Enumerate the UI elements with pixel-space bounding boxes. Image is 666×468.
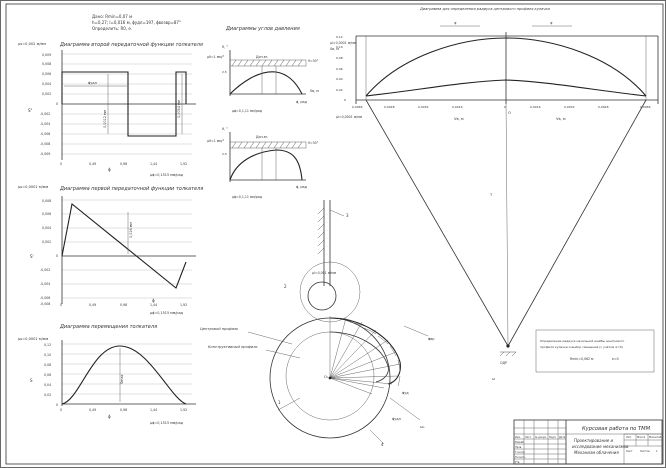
radius-xtick: 0,0048: [598, 105, 609, 109]
param-line-3: Определить: R0, e.: [92, 26, 133, 31]
second-ytick: -0,002: [40, 112, 51, 116]
radius-xtick: 0,0066: [640, 105, 651, 109]
displacement-ytick: 0,06: [44, 373, 52, 377]
radius-ytick: 0,12: [336, 35, 343, 39]
second-ytick: -0,006: [40, 132, 51, 136]
displacement-ytick: 0,12: [44, 343, 52, 347]
second-xtick: 1,44: [150, 162, 158, 166]
param-line-1: Дано: Rmin=0,07 м: [92, 14, 133, 19]
second-chart-dim2: 0,0012 мм: [103, 109, 107, 128]
first-ytick: -0,006: [40, 296, 51, 300]
pressure2-yscale: μϑ=1 мм/°: [207, 139, 225, 143]
first-xtick: 0,98: [120, 303, 128, 307]
pressure1-yscale: μϑ=1 мм/°: [207, 55, 225, 59]
radius-xtick: 0,0016: [530, 105, 541, 109]
radius-ytick: 0,10: [336, 45, 343, 49]
second-ytick: -0,008: [40, 142, 51, 146]
displacement-xtick: 0,49: [89, 408, 97, 412]
radius-xtick: 0,0066: [352, 105, 363, 109]
second-chart-xscale: μϕ=0,1515 мм/рад: [150, 173, 184, 177]
cam-o-label: O₁: [324, 375, 329, 379]
radius-left-top: ψ: [454, 21, 457, 25]
radius-ylabel: Sв, м: [330, 47, 339, 51]
displacement-xtick: 0,98: [120, 408, 128, 412]
sheet-frame: [1, 1, 666, 468]
cam-center-dot: [329, 377, 332, 380]
displacement-ytick: 0: [56, 403, 59, 407]
radius-yscale: μl=0,0001 м/мм: [330, 41, 357, 45]
first-chart-ylabel: S': [30, 254, 34, 259]
first-xtick: 1,44: [150, 303, 158, 307]
second-chart-title: Диаграмма второй передаточной функции толкателя: [60, 42, 203, 48]
title-block-sub1: Проектирование и: [574, 438, 614, 443]
second-xtick: 0: [60, 162, 63, 166]
second-ytick: 0,009: [42, 53, 52, 57]
pressure1-ylabel: ϑ, °: [222, 45, 228, 49]
second-chart-dim1: ϕудл: [88, 81, 97, 85]
cam-practical-label: Конструктивный профиль: [208, 345, 258, 349]
first-ytick: 0,006: [42, 212, 52, 216]
second-ytick: 0: [56, 102, 59, 106]
radius-xtick: 0,0016: [452, 105, 463, 109]
second-chart-yscale: μs=0,002 м/мм: [18, 42, 46, 46]
cam-scale: μl=0,001 м/мм: [312, 271, 337, 275]
radius-xlabel-right: Vв, м: [556, 117, 566, 121]
cam-angle-text: ϕуд: [402, 391, 409, 395]
pressure1-xscale: μϕ=0,1,11 мм/рад: [232, 109, 263, 113]
radius-xtick: 0,0032: [564, 105, 575, 109]
second-chart-dim3: 0,0054 мм: [177, 99, 181, 118]
title-block-scale: Масштаб: [649, 436, 662, 439]
radius-note-2: профиля кулачка и выбор смещения (с учётом α=0): [540, 345, 623, 349]
title-block-person: Т.контр.: [515, 451, 526, 454]
radius-note-4: e=0: [612, 357, 619, 361]
cam-omega: ω₁: [420, 424, 425, 429]
displacement-chart-title: Диаграмма перемещения толкателя: [60, 324, 158, 330]
title-block-person: Утв.: [515, 461, 521, 464]
second-ytick: 0,008: [42, 62, 52, 66]
radius-ytick: 0,08: [336, 56, 343, 60]
radius-ytick: 0,06: [336, 67, 343, 71]
radius-xtick: 0,0048: [384, 105, 395, 109]
displacement-chart-ylabel: S: [30, 378, 33, 383]
radius-xtick: 0,0032: [418, 105, 429, 109]
radius-title: Диаграмма для определения радиуса центрового профиля кулачка: [420, 7, 550, 11]
radius-point-label: OДР: [500, 361, 507, 365]
pressure2-xlabel: ϕ, рад: [296, 185, 307, 189]
cam-num-4: 4: [381, 442, 384, 447]
cam-num-3: 3: [346, 213, 349, 218]
displacement-xtick: 1,44: [150, 408, 158, 412]
title-block-row: Лист: [525, 436, 532, 439]
pressure1-right-label: Sв, м: [310, 89, 319, 93]
displacement-xtick: 0: [60, 408, 63, 412]
second-ytick: 0,006: [42, 72, 52, 76]
displacement-chart-curve-label: Smax: [120, 374, 124, 384]
radius-ytick: 0: [344, 98, 346, 102]
radius-ytick: 0,02: [336, 88, 343, 92]
second-xtick: 1,92: [180, 162, 188, 166]
first-chart-xlabel: ϕ: [152, 298, 155, 303]
radius-xlabel-left: Vв, м: [454, 117, 464, 121]
first-ytick: 0,008: [42, 199, 52, 203]
cam-p-label: ϕудл: [392, 417, 401, 421]
first-chart-dim1: 0,016 мм: [129, 222, 133, 238]
title-block-row: Изм.: [515, 436, 521, 439]
pressure-title: Диаграммы углов давления: [226, 26, 300, 32]
pressure2-xscale: μϕ=0,1,11 мм/рад: [232, 195, 263, 199]
radius-xtick: 0: [504, 105, 506, 109]
title-block-row: Подп.: [549, 436, 557, 439]
first-ytick: 0: [56, 254, 59, 258]
radius-left-scale: μl=0,0001 м/мм: [336, 115, 363, 119]
first-ytick: 0,002: [42, 240, 52, 244]
cam-num-2: 2: [284, 284, 287, 289]
displacement-ytick: 0,04: [44, 383, 52, 387]
displacement-ytick: 0,02: [44, 393, 52, 397]
first-chart-title: Диаграмма первой передаточной функции толкателя: [60, 186, 204, 192]
second-chart-ylabel: S": [28, 108, 33, 113]
second-ytick: -0,004: [40, 122, 51, 126]
cam-num-1: 1: [278, 400, 281, 405]
title-block-sheet-num: 1: [656, 450, 658, 453]
pressure2-band-label: Доп.зн.: [256, 135, 269, 139]
cam-omega-label: ϕвр: [428, 337, 435, 341]
radius-line-label: Т: [490, 193, 493, 197]
first-ytick: -0,004: [40, 282, 51, 286]
radius-right-top: ψ: [550, 21, 553, 25]
second-xtick: 0,49: [89, 162, 97, 166]
title-block-sub3: Механизм облачения: [574, 450, 619, 455]
radius-o-label: O: [508, 111, 511, 115]
second-ytick: -0,009: [40, 152, 51, 156]
displacement-xtick: 1,92: [180, 408, 188, 412]
first-chart-xscale: μϕ=0,1515 мм/рад: [150, 311, 184, 315]
title-block-person: Пров.: [515, 446, 522, 449]
pressure2-tick: 2,5: [222, 152, 227, 156]
second-ytick: 0,002: [42, 92, 52, 96]
first-chart-yscale: μs=0,0001 м/мм: [18, 185, 49, 189]
first-ytick: 0,004: [42, 226, 52, 230]
title-block-row: Дата: [559, 436, 566, 439]
title-block-title: Курсовая работа по ТММ: [582, 426, 651, 432]
second-xtick: 0,98: [120, 162, 128, 166]
title-block-row: № докум.: [535, 436, 547, 439]
displacement-chart-xlabel: ϕ: [108, 414, 111, 419]
pressure2-limit: ϑ=30°: [308, 141, 319, 145]
pressure1-xlabel: ϕ, рад: [296, 100, 307, 104]
title-block-sheet: Лист: [626, 450, 633, 453]
title-block-person: Разраб.: [515, 441, 525, 444]
title-block-person: Н.контр.: [515, 456, 526, 459]
cam-center-label: Центровой профиль: [200, 327, 239, 331]
second-chart-xlabel: ϕ: [108, 167, 111, 172]
param-line-2: h=0,27; l=0,016 м, ϕудл=197, ϕвозвр=87°: [92, 20, 181, 25]
radius-note-3: Rmin=0,062 м: [570, 357, 594, 361]
title-block-mass: Масса: [637, 436, 646, 439]
displacement-ytick: 0,08: [44, 363, 52, 367]
radius-omega: ω: [492, 377, 496, 381]
first-xtick: 1,92: [180, 303, 188, 307]
displacement-chart-xscale: μϕ=0,1515 мм/рад: [150, 421, 184, 425]
first-ytick: -0,002: [40, 268, 51, 272]
radius-note-1: Определение радиуса начальной шайбы центрового: [540, 339, 625, 343]
title-block-sub2: исследование механизмов: [572, 444, 629, 449]
second-ytick: 0,004: [42, 82, 52, 86]
radius-odr-point: [506, 344, 509, 347]
first-ytick: -0,008: [40, 302, 51, 306]
title-block-lit: Лит.: [626, 436, 632, 439]
first-xtick: 0: [60, 303, 63, 307]
first-xtick: 0,49: [89, 303, 97, 307]
pressure1-limit: ϑ=30°: [308, 59, 319, 63]
radius-ytick: 0,04: [336, 77, 343, 81]
displacement-ytick: 0,10: [44, 353, 52, 357]
pressure2-ylabel: ϑ, °: [222, 127, 228, 131]
pressure1-tick: 2,5: [222, 70, 227, 74]
displacement-chart-yscale: μs=0,0001 м/мм: [18, 337, 49, 341]
title-block-sheets: Листов: [640, 450, 650, 453]
pressure1-band-label: Доп.зн.: [256, 55, 269, 59]
